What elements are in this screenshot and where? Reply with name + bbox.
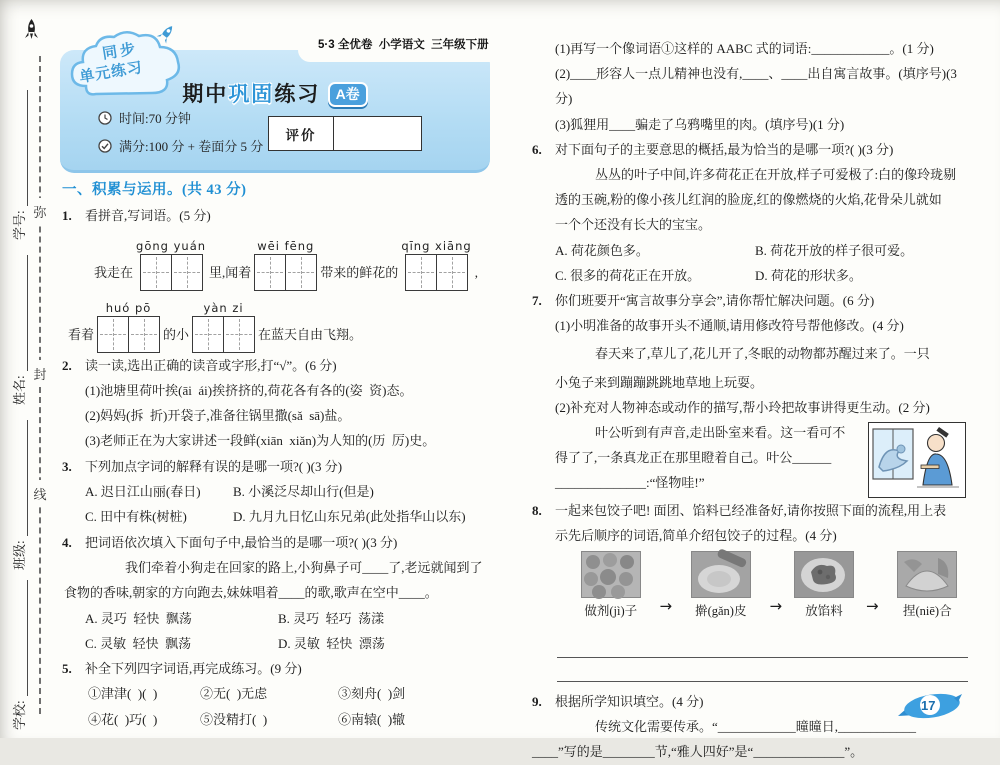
question-5-number: 5. <box>62 661 72 677</box>
q1-text: 带来的鲜花的 <box>320 265 399 281</box>
dough-pieces-photo <box>581 551 641 598</box>
pinyin-label: qīng xiāng <box>401 238 472 253</box>
question-1-line-2 <box>62 293 492 353</box>
option-d: D. 九月九日忆山东兄弟(此处指华山以东) <box>233 509 466 525</box>
pinyin-writing-box <box>401 239 471 291</box>
question-3-options-cd <box>62 504 492 529</box>
question-7-story-line-3: 叶公听到有声音,走出卧室来看。这一看可不 <box>595 425 846 441</box>
question-7-title: 你们班要开“寓言故事分享会”,请你帮忙解决问题。(6 分) <box>555 293 875 309</box>
question-6-number: 6. <box>532 141 542 157</box>
question-4-title: 把词语依次填入下面句子中,最恰当的是哪一项?( )(3 分) <box>85 534 398 550</box>
arrow-icon: → <box>865 596 879 615</box>
question-9-number: 9. <box>532 694 542 710</box>
pinyin-label: huó pō <box>105 300 152 315</box>
school-blank <box>13 580 28 696</box>
question-6-paragraph-3: 一个个还没有长大的宝宝。 <box>555 217 712 233</box>
time-label: 时间:70 分钟 <box>119 111 191 126</box>
question-5 <box>62 656 492 681</box>
section-1-heading: 一、积累与运用。(共 43 分) <box>62 182 247 198</box>
rolling-wrapper-photo <box>691 551 751 598</box>
evaluation-label: 评价 <box>269 117 334 150</box>
idiom-item-1: ①津津( )( ) <box>88 686 158 702</box>
seal-char: 弥 <box>32 198 48 225</box>
option-c: C. 灵敏 轻快 飘荡 <box>85 635 192 651</box>
question-2-title: 读一读,选出正确的读音或字形,打“√”。(6 分) <box>85 357 337 373</box>
idiom-item-4: ④花( )巧( ) <box>88 711 158 727</box>
option-d: D. 荷花的形状多。 <box>755 267 862 283</box>
cloud-rocket-icon <box>157 22 177 43</box>
series-title: 5·3 全优卷 小学语文 三年级下册 <box>318 39 489 51</box>
time-row <box>98 108 191 127</box>
pinyin-label: yàn zi <box>203 300 244 315</box>
dumpling-steps <box>532 551 970 620</box>
question-2-item-2: (2)妈妈(拆 折)开袋子,准备往锅里撒(sǎ sā)盐。 <box>85 408 351 424</box>
writing-grid <box>140 254 203 291</box>
question-6-paragraph-2: 透的玉碗,粉的像小孩儿红润的脸庞,红的像燃烧的火焰,花骨朵儿就如 <box>555 192 942 208</box>
option-c: C. 田中有株(树桩) <box>85 509 187 525</box>
question-6-paragraph-1: 丛丛的叶子中间,许多荷花正在开放,样子可爱极了:白的像玲珑剔 <box>595 167 957 183</box>
writing-grid <box>254 254 317 291</box>
right-column <box>532 36 970 765</box>
q1-text: 我走在 <box>94 265 134 281</box>
question-5-sub-2: (2)____形容人一点儿精神也没有,____、____出自寓言故事。(填序号)(3 分) <box>555 66 957 107</box>
writing-grid <box>405 254 468 291</box>
idiom-item-5: ⑤没精打( ) <box>200 711 268 727</box>
option-b: B. 荷花开放的样子很可爱。 <box>755 242 914 258</box>
question-4-options-cd <box>62 631 492 656</box>
arrow-icon: → <box>769 596 783 615</box>
idiom-item-6: ⑥南辕( )辙 <box>338 711 406 727</box>
pinching-photo <box>897 551 957 598</box>
step-caption: 捏(niē)合 <box>902 604 952 619</box>
q1-text: 里,闻着 <box>209 265 252 281</box>
question-7-story-line-2: 小兔子来到蹦蹦跳跳地草地上玩耍。 <box>555 374 764 390</box>
answer-line <box>557 634 968 658</box>
exam-title <box>60 78 490 108</box>
q1-text: 的小 <box>163 327 190 343</box>
pinyin-writing-box <box>97 301 160 353</box>
question-7-sub-2: (2)补充对人物神态或动作的描写,帮小玲把故事讲得更生动。(2 分) <box>555 399 930 415</box>
pinyin-writing-box <box>254 239 317 291</box>
exam-title-post: 练习 <box>274 82 321 106</box>
question-4-options-ab <box>62 606 492 631</box>
option-d: D. 灵敏 轻快 漂荡 <box>278 635 385 651</box>
question-7-story-line-5: ______________:“怪物哇!” <box>555 475 705 491</box>
question-8-title-line-1: 一起来包饺子吧! 面团、馅料已经准备好,请你按照下面的流程,用上表 <box>555 502 947 518</box>
question-8-number: 8. <box>532 502 542 518</box>
student-id-blank <box>13 90 28 206</box>
class-field <box>10 420 28 570</box>
student-id-label: 学号: <box>12 210 27 240</box>
student-id-field <box>10 90 28 240</box>
step-make-dough <box>568 551 653 620</box>
seal-char: 封 <box>32 360 48 387</box>
score-label: 满分:100 分 + 卷面分 5 分 <box>119 139 264 154</box>
question-7-sub-1: (1)小明准备的故事开头不通顺,请用修改符号帮他修改。(4 分) <box>555 318 904 334</box>
paper-a-badge: A卷 <box>328 82 368 107</box>
writing-grid <box>97 316 160 353</box>
step-roll-wrapper <box>678 551 763 620</box>
question-7 <box>532 288 970 313</box>
step-add-filling <box>788 551 860 620</box>
question-3-options-ab <box>62 479 492 504</box>
question-6-options-ab <box>532 238 970 263</box>
seal-char: 线 <box>32 480 48 507</box>
step-caption: 放馅料 <box>805 604 843 619</box>
q1-text: 在蓝天自由飞翔。 <box>258 327 363 343</box>
page-number-badge <box>894 690 964 724</box>
clock-icon <box>98 111 112 125</box>
student-name-label: 姓名: <box>12 375 27 405</box>
arrow-icon: → <box>659 596 673 615</box>
writing-grid <box>192 316 255 353</box>
idiom-item-3: ③刻舟( )剑 <box>338 686 406 702</box>
left-column <box>62 178 492 732</box>
q1-text: 看着 <box>68 327 95 343</box>
class-blank <box>13 420 28 536</box>
school-field <box>10 580 28 730</box>
question-5-title: 补全下列四字词语,再完成练习。(9 分) <box>85 661 302 677</box>
filling-photo <box>794 551 854 598</box>
step-caption: 做剂(jì)子 <box>584 604 638 619</box>
question-3 <box>62 454 492 479</box>
question-1 <box>62 203 492 228</box>
student-name-field <box>10 255 28 405</box>
exam-title-highlight: 巩固 <box>228 82 275 106</box>
step-pinch-seal <box>885 551 970 620</box>
question-2-number: 2. <box>62 357 72 373</box>
question-1-number: 1. <box>62 208 72 224</box>
exam-title-pre: 期中 <box>182 82 229 106</box>
question-3-title: 下列加点字词的解释有误的是哪一项?( )(3 分) <box>85 458 343 474</box>
logo-line2: 单元练习 <box>78 60 145 86</box>
question-3-number: 3. <box>62 458 72 474</box>
question-8-title-line-2: 示先后顺序的词语,简单介绍包饺子的过程。(4 分) <box>555 527 837 543</box>
question-1-title: 看拼音,写词语。(5 分) <box>85 208 211 224</box>
option-c: C. 很多的荷花正在开放。 <box>555 267 701 283</box>
page-number: 17 <box>921 698 936 713</box>
logo-line1: 同步 <box>101 41 140 63</box>
evaluation-box <box>268 116 422 151</box>
score-row <box>98 136 263 155</box>
evaluation-empty-cell <box>334 117 421 150</box>
question-6-options-cd <box>532 263 970 288</box>
question-6-title: 对下面句子的主要意思的概括,最为恰当的是哪一项?( )(3 分) <box>555 141 894 157</box>
answer-line <box>557 658 968 682</box>
question-5-sub-3: (3)狐狸用____骗走了乌鸦嘴里的肉。(填序号)(1 分) <box>555 116 845 132</box>
option-b: B. 灵巧 轻巧 荡漾 <box>278 610 385 626</box>
question-5-items-row-1 <box>62 681 492 706</box>
question-7-story-line-4: 得了了,一条真龙正在那里瞪着自己。叶公______ <box>555 450 832 466</box>
option-a: A. 灵巧 轻快 飘荡 <box>85 610 192 626</box>
question-7-story-block <box>532 420 970 496</box>
pinyin-writing-box <box>136 239 206 291</box>
question-9-line-2: ____”写的是________节,“雅人四好”是“______________”。 <box>532 744 864 760</box>
question-5-sub-1: (1)再写一个像词语①这样的 AABC 式的词语:____________。(1 分) <box>555 41 934 56</box>
question-2 <box>62 353 492 378</box>
check-icon <box>98 139 112 153</box>
question-8 <box>532 498 970 523</box>
rocket-icon <box>22 18 41 51</box>
pinyin-writing-box <box>192 301 255 353</box>
option-a: A. 荷花颜色多。 <box>555 242 649 258</box>
question-2-item-1: (1)池塘里荷叶挨(āi ái)挨挤挤的,荷花各有各的(姿 资)态。 <box>85 382 413 398</box>
option-a: A. 迟日江山丽(春日) <box>85 484 201 500</box>
question-4-paragraph-2: 食物的香味,朝家的方向跑去,妹妹唱着____的歌,歌声在空中____。 <box>64 585 438 601</box>
step-caption: 擀(gǎn)皮 <box>695 604 747 619</box>
school-label: 学校: <box>12 700 27 730</box>
q1-text: , <box>474 265 478 281</box>
question-4-paragraph-1: 我们牵着小狗走在回家的路上,小狗鼻子可____了,老远就闻到了 <box>125 559 483 575</box>
question-5-items-row-2 <box>62 707 492 732</box>
student-name-blank <box>13 255 28 371</box>
yegong-dragon-illustration <box>868 422 966 498</box>
question-1-line-1 <box>62 231 492 291</box>
question-6 <box>532 137 970 162</box>
question-7-story-line-1: 春天来了,草儿了,花儿开了,冬眠的动物都苏醒过来了。一只 <box>595 346 930 362</box>
class-label: 班级: <box>12 540 27 570</box>
question-4-number: 4. <box>62 534 72 550</box>
question-9-line-1: 传统文化需要传承。“____________曈曈日,____________ <box>595 719 917 735</box>
question-9-title: 根据所学知识填空。(4 分) <box>555 694 704 710</box>
option-b: B. 小溪泛尽却山行(但是) <box>233 484 374 500</box>
question-7-number: 7. <box>532 293 542 309</box>
question-4 <box>62 530 492 555</box>
question-2-item-3: (3)老师正在为大家讲述一段鲜(xiān xiǎn)为人知的(历 厉)史。 <box>85 433 436 449</box>
idiom-item-2: ②无( )无虑 <box>200 686 268 702</box>
pinyin-label: wēi fēng <box>257 238 315 253</box>
pinyin-label: gōng yuán <box>136 238 207 253</box>
